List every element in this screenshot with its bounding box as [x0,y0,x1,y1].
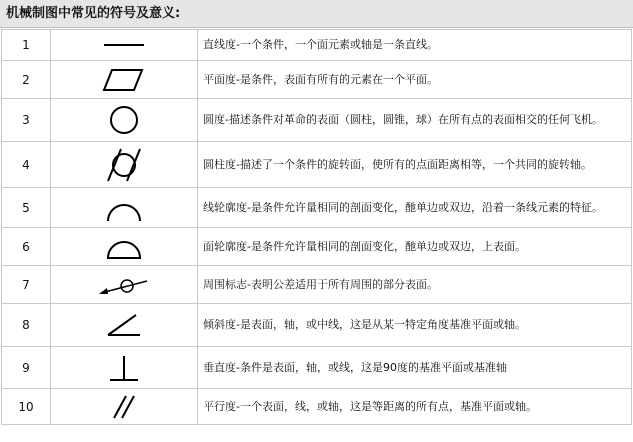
straightness-icon [94,31,154,59]
row-number: 2 [2,61,51,99]
row-description: 周围标志-表明公差适用于所有周围的部分表面。 [198,266,632,304]
row-description: 垂直度-条件是表面，轴，或线，这是90度的基准平面或基准轴 [198,347,632,389]
circularity-icon [94,102,154,138]
row-description: 倾斜度-是表面，轴，或中线，这是从某一特定角度基准平面或轴。 [198,304,632,347]
cylindricity-icon [94,145,154,185]
angularity-icon [94,307,154,343]
table-row [2,142,632,188]
row-number: 5 [2,188,51,228]
symbols-table [1,29,632,425]
row-number: 6 [2,228,51,266]
table-row [2,347,632,389]
row-description: 线轮廓度-是条件允许量相同的剖面变化，酏单边或双边，沿着一条线元素的特征。 [198,188,632,228]
row-description: 圆柱度-描述了一个条件的旋转面，使所有的点面距离相等，一个共同的旋转轴。 [198,142,632,188]
table-row [2,30,632,61]
table-row [2,304,632,347]
table-row [2,228,632,266]
row-number: 4 [2,142,51,188]
row-number: 9 [2,347,51,389]
row-description: 平面度-是条件，表面有所有的元素在一个平面。 [198,61,632,99]
row-number: 3 [2,99,51,142]
perpendicularity-icon [94,350,154,386]
row-number: 8 [2,304,51,347]
row-description: 平行度-一个表面，线，或轴，这是等距离的所有点，基准平面或轴。 [198,389,632,425]
flatness-icon [94,65,154,95]
row-number: 7 [2,266,51,304]
line-profile-icon [94,191,154,225]
table-row [2,99,632,142]
row-number: 1 [2,30,51,61]
row-number: 10 [2,389,51,425]
all-around-icon [89,269,159,301]
row-description: 圆度-描述条件对革命的表面（圆柱，圆锥，球）在所有点的表面相交的任何飞机。 [198,99,632,142]
page-title: 机械制图中常见的符号及意义: [0,0,633,28]
table-row [2,61,632,99]
table-row [2,389,632,425]
table-row [2,266,632,304]
row-description: 面轮廓度-是条件允许量相同的剖面变化，酏单边或双边，上表面。 [198,228,632,266]
parallelism-icon [94,392,154,422]
table-row [2,188,632,228]
surface-profile-icon [94,230,154,264]
row-description: 直线度-一个条件，一个面元素或轴是一条直线。 [198,30,632,61]
